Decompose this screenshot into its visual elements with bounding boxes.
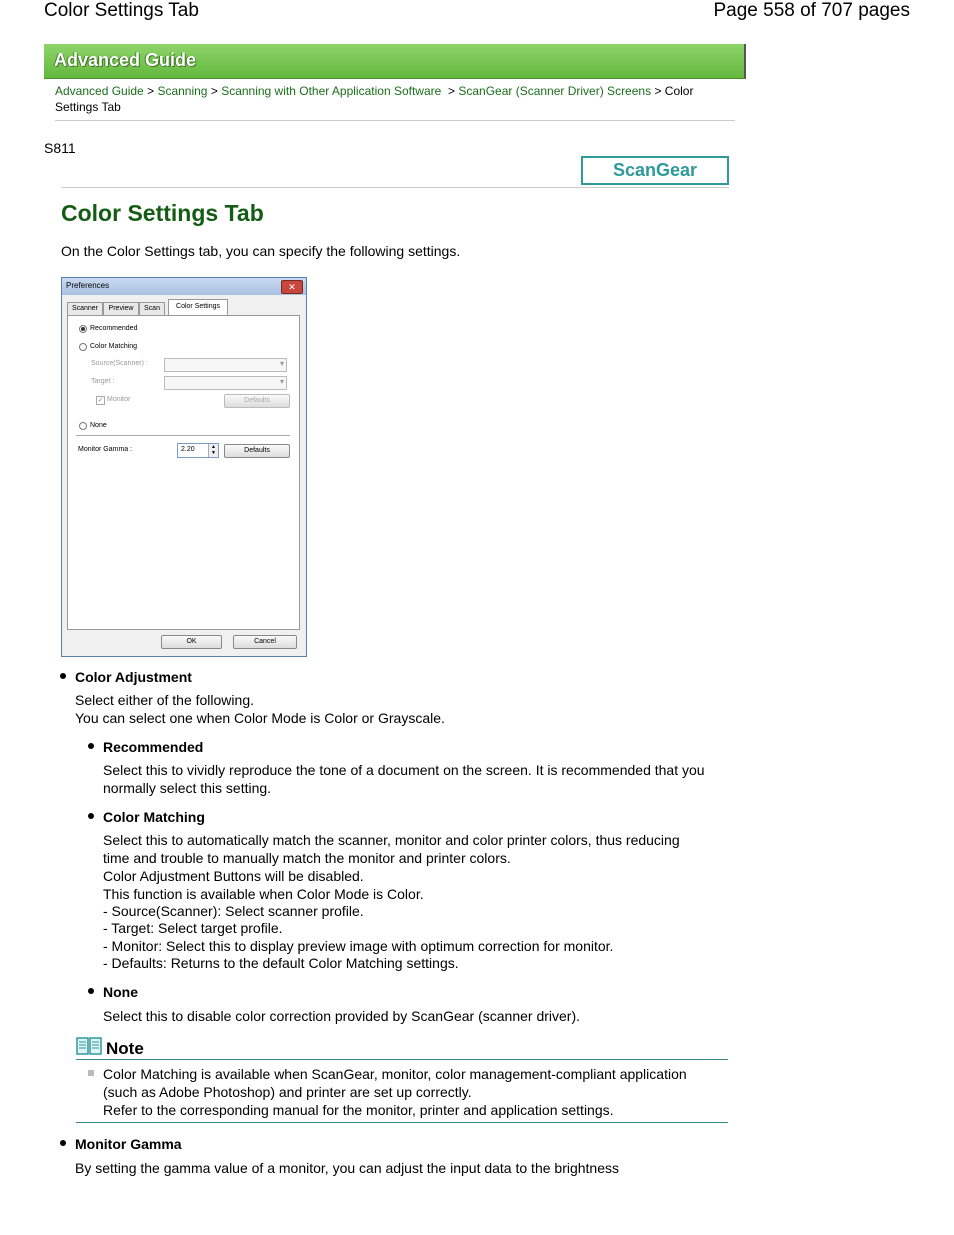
advanced-guide-banner (44, 44, 746, 79)
gamma-value: 2.20 (181, 446, 195, 453)
tab-scanner: Scanner (67, 302, 103, 316)
bullet-icon (60, 673, 66, 679)
breadcrumb-link-advanced-guide[interactable]: Advanced Guide (55, 84, 144, 98)
heading-recommended: Recommended (103, 739, 204, 755)
text-color-matching-3: Color Adjustment Buttons will be disabled. (103, 868, 364, 884)
page-code: S811 (44, 140, 76, 156)
label-source: Source(Scanner) : (91, 360, 148, 367)
text-color-adjustment-1: Select either of the following. (75, 692, 254, 708)
text-color-matching-7: - Monitor: Select this to display preview image with optimum correction for monitor. (103, 938, 614, 954)
bullet-icon (88, 743, 94, 749)
page-number: Page 558 of 707 pages (713, 0, 910, 21)
label-none: None (90, 422, 107, 429)
text-color-adjustment-2: You can select one when Color Mode is Color or Grayscale. (75, 710, 445, 726)
intro-text: On the Color Settings tab, you can specify the following settings. (61, 243, 461, 259)
note-bottom-rule (76, 1122, 728, 1123)
heading-color-adjustment: Color Adjustment (75, 669, 192, 685)
ok-button: OK (161, 635, 222, 649)
breadcrumb (55, 83, 735, 115)
label-monitor: Monitor (107, 396, 131, 403)
text-color-matching-6: - Target: Select target profile. (103, 920, 283, 936)
stepper-icon: ▲ ▼ (208, 444, 218, 457)
source-combo (164, 358, 287, 372)
text-color-matching-5: - Source(Scanner): Select scanner profile. (103, 903, 364, 919)
gamma-input (177, 443, 219, 458)
breadcrumb-current-cont: Settings Tab (55, 100, 121, 114)
label-monitor-gamma: Monitor Gamma : (78, 446, 133, 453)
breadcrumb-current: Color (664, 84, 694, 98)
text-monitor-gamma: By setting the gamma value of a monitor, you can adjust the input data to the brightness (75, 1160, 619, 1176)
text-color-matching-8: - Defaults: Returns to the default Color Matching settings. (103, 955, 459, 971)
radio-color-matching (79, 343, 87, 351)
tab-color-settings: Color Settings (168, 299, 228, 316)
scangear-badge (581, 156, 729, 185)
bullet-icon (88, 988, 94, 994)
book-icon (76, 1036, 102, 1056)
breadcrumb-sep: > (210, 84, 218, 98)
breadcrumb-link-scanning[interactable]: Scanning (157, 84, 208, 98)
heading-none: None (103, 984, 138, 1000)
text-color-matching-4: This function is available when Color Mode is Color. (103, 886, 424, 902)
note-bullet-icon (88, 1070, 94, 1076)
breadcrumb-sep: > (147, 84, 155, 98)
page-title: Color Settings Tab (61, 200, 264, 226)
defaults-button-disabled: Defaults (224, 394, 290, 408)
monitor-checkbox: ✓ (97, 397, 104, 404)
text-color-matching-2: time and trouble to manually match the monitor and printer colors. (103, 850, 511, 866)
tab-preview: Preview (103, 302, 139, 316)
label-color-matching: Color Matching (90, 343, 138, 350)
radio-recommended (79, 325, 87, 333)
dialog-separator (76, 435, 290, 436)
close-icon: ✕ (281, 280, 303, 294)
banner-label: Advanced Guide (54, 50, 197, 70)
breadcrumb-sep: > (447, 84, 455, 98)
breadcrumb-link-scangear-screens[interactable]: ScanGear (Scanner Driver) Screens (458, 84, 652, 98)
note-top-rule (76, 1059, 728, 1060)
bullet-icon (60, 1140, 66, 1146)
dialog-pane (67, 315, 300, 630)
title-divider (61, 187, 729, 188)
note-text-2: (such as Adobe Photoshop) and printer are set up correctly. (103, 1084, 472, 1100)
label-target: Target : (91, 378, 115, 385)
page-header-title: Color Settings Tab (44, 0, 199, 21)
bullet-icon (88, 813, 94, 819)
note-text-3: Refer to the corresponding manual for the monitor, printer and application settings. (103, 1102, 614, 1118)
note-text-1: Color Matching is available when ScanGear, monitor, color management-compliant application (103, 1066, 687, 1082)
cancel-button: Cancel (233, 635, 297, 649)
tab-scan: Scan (139, 302, 165, 316)
text-recommended-2: normally select this setting. (103, 780, 272, 796)
heading-color-matching: Color Matching (103, 809, 205, 825)
breadcrumb-sep: > (654, 84, 662, 98)
defaults-button: Defaults (224, 444, 290, 458)
target-combo (164, 376, 287, 390)
text-none: Select this to disable color correction provided by ScanGear (scanner driver). (103, 1008, 580, 1024)
breadcrumb-divider (55, 120, 735, 121)
heading-monitor-gamma: Monitor Gamma (75, 1136, 182, 1152)
dialog-titlebar (62, 278, 306, 295)
scangear-badge-label: ScanGear (612, 160, 698, 180)
dialog-title: Preferences (66, 281, 110, 290)
note-heading: Note (106, 1039, 144, 1058)
radio-none (79, 422, 87, 430)
breadcrumb-link-other-software[interactable]: Scanning with Other Application Software (221, 84, 442, 98)
text-color-matching-1: Select this to automatically match the scanner, monitor and color printer colors, thus reducing (103, 832, 680, 848)
label-recommended: Recommended (90, 325, 138, 332)
preferences-dialog-image (61, 277, 307, 657)
text-recommended-1: Select this to vividly reproduce the tone of a document on the screen. It is recommended that you (103, 762, 705, 778)
